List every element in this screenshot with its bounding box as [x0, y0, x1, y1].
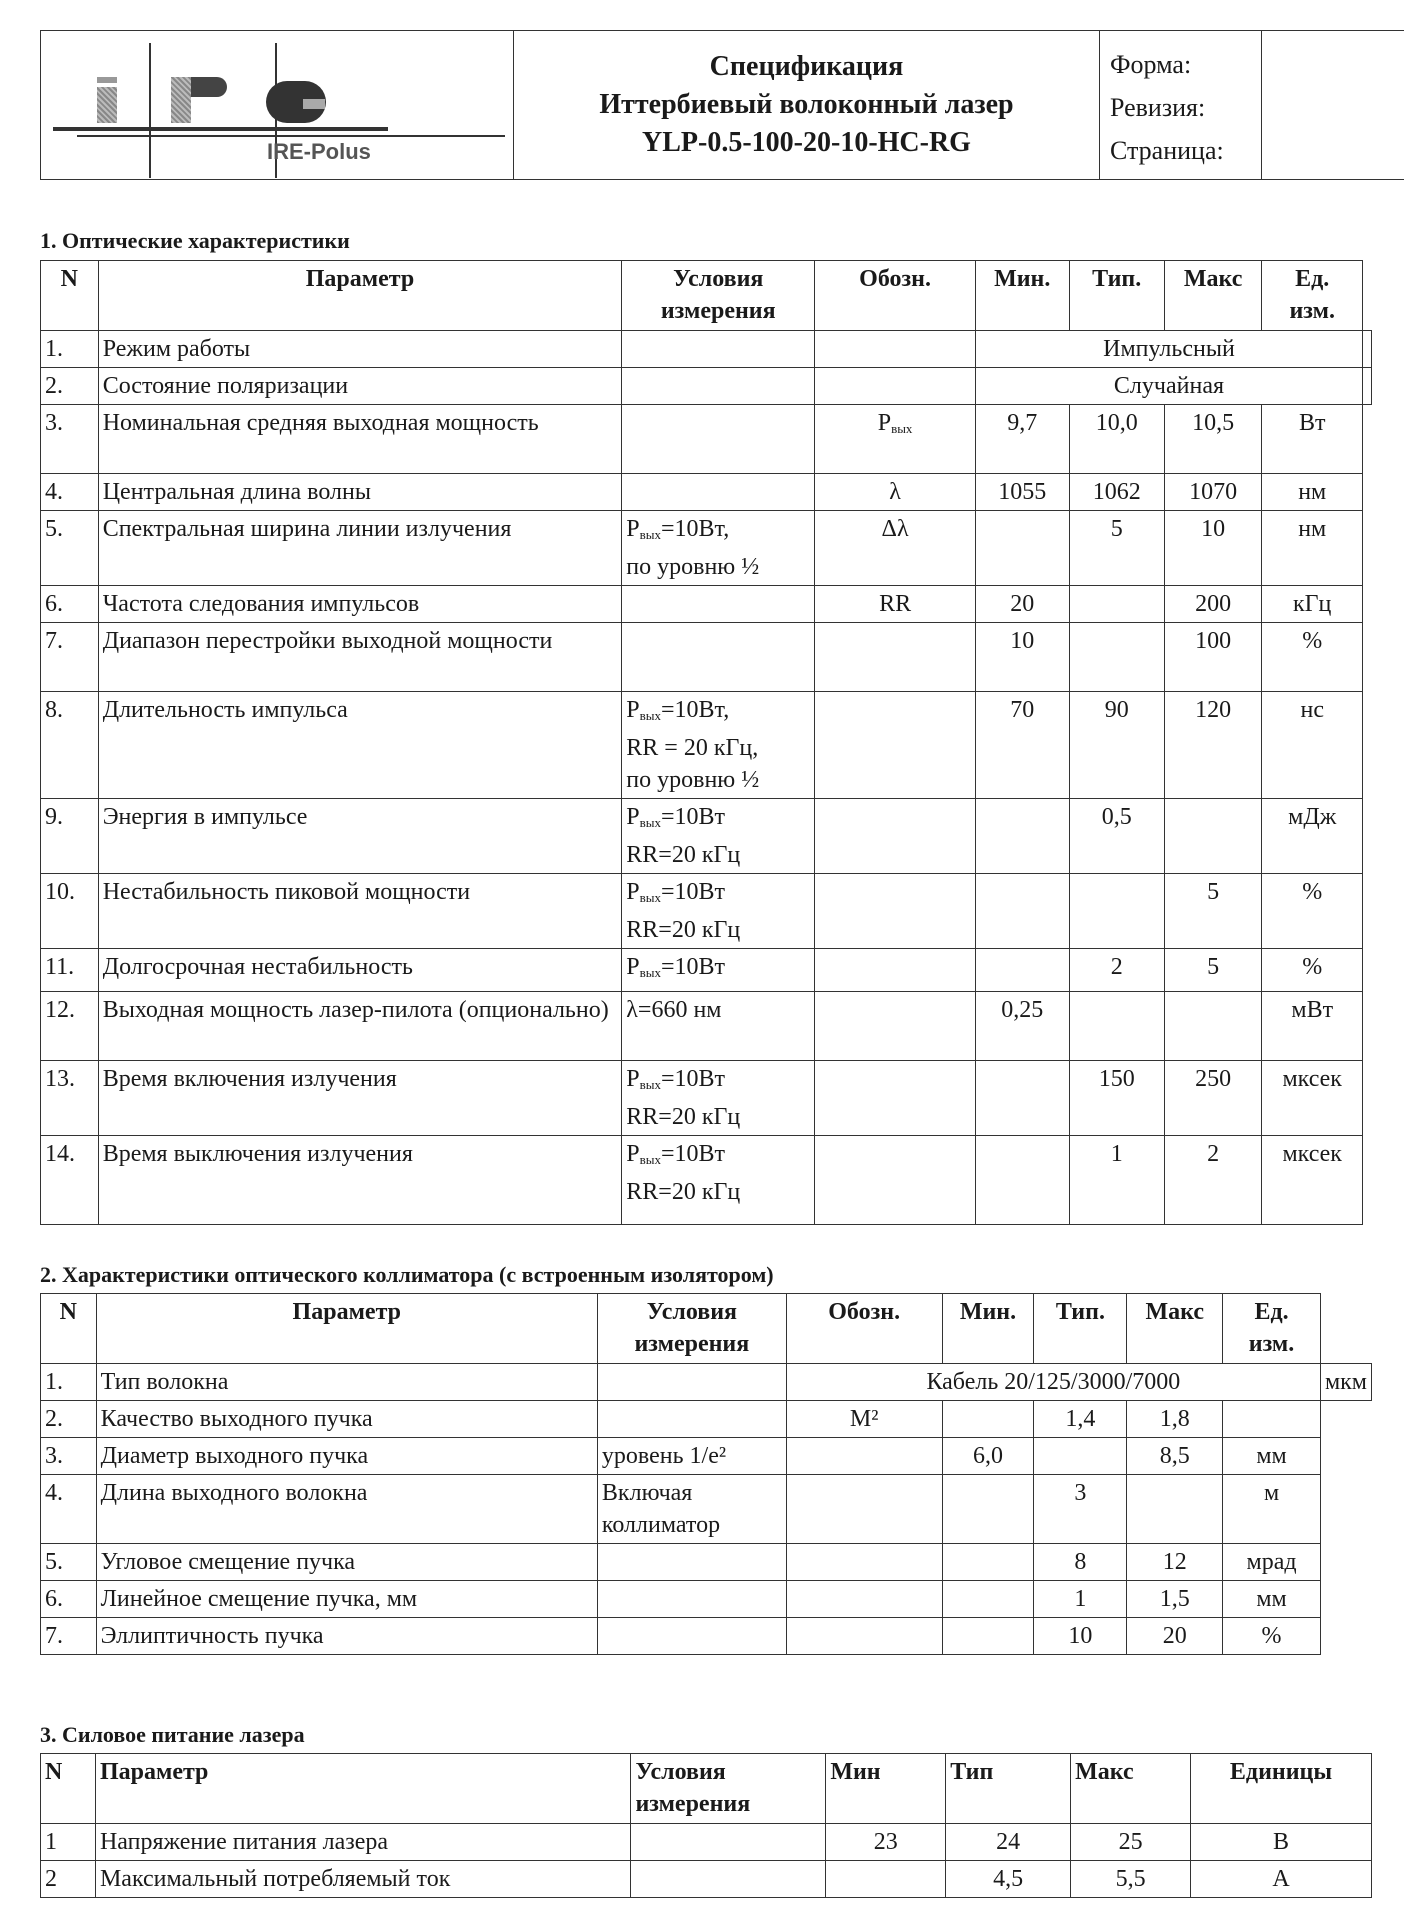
row-unit: мкм [1320, 1364, 1371, 1401]
row-unit: А [1191, 1861, 1372, 1898]
row-number: 11. [41, 949, 99, 992]
row-unit: мксек [1262, 1136, 1363, 1225]
row-typ: 10 [1034, 1618, 1127, 1655]
row-number: 1 [41, 1824, 96, 1861]
meta-values [1262, 31, 1404, 179]
row-typ: 1,4 [1034, 1401, 1127, 1438]
row-min: 9,7 [975, 405, 1069, 474]
row-typ: 3 [1034, 1475, 1127, 1544]
logo-p-icon [171, 77, 191, 123]
row-min: 20 [975, 586, 1069, 623]
row-symbol [815, 368, 976, 405]
table-row [41, 992, 1372, 1061]
row-unit: мрад [1223, 1544, 1321, 1581]
row-number: 10. [41, 874, 99, 949]
row-number: 2 [41, 1861, 96, 1898]
row-min: 10 [975, 623, 1069, 692]
revision-label: Ревизия: [1110, 93, 1206, 122]
row-symbol [786, 1475, 942, 1544]
row-parameter: Эллиптичность пучка [96, 1618, 597, 1655]
form-label: Форма: [1110, 50, 1192, 79]
row-unit [1363, 368, 1372, 405]
table-row [41, 623, 1372, 692]
row-typ: 0,5 [1069, 799, 1164, 874]
logo-rule [77, 135, 505, 137]
row-typ: 5 [1069, 511, 1164, 586]
meta-labels [1100, 31, 1262, 179]
col-min: Мин. [975, 261, 1069, 331]
table-row [41, 1824, 1372, 1861]
row-max: 2 [1164, 1136, 1262, 1225]
row-condition [622, 474, 815, 511]
row-unit: Вт [1262, 405, 1363, 474]
row-number: 3. [41, 1438, 97, 1475]
row-unit: % [1223, 1618, 1321, 1655]
row-condition: $P_{вых}=10Вт$, по уровню ½ [622, 511, 815, 586]
row-unit [1363, 331, 1372, 368]
row-condition [631, 1861, 826, 1898]
row-parameter: Длина выходного волокна [96, 1475, 597, 1544]
row-min [975, 1136, 1069, 1225]
row-min [975, 874, 1069, 949]
row-number: 6. [41, 1581, 97, 1618]
optical-characteristics-table [40, 260, 1372, 1225]
row-symbol: $P_{вых}$ [815, 405, 976, 474]
row-symbol [815, 799, 976, 874]
table-row [41, 1618, 1372, 1655]
row-max: 100 [1164, 623, 1262, 692]
table-row [41, 1136, 1372, 1225]
col-sym: Обозн. [815, 261, 976, 331]
row-max: 25 [1071, 1824, 1191, 1861]
row-symbol [786, 1581, 942, 1618]
table-row [41, 1861, 1372, 1898]
row-min [942, 1401, 1034, 1438]
row-span-value: Импульсный [975, 331, 1362, 368]
col-cond: Условия измерения [622, 261, 815, 331]
row-unit: % [1262, 874, 1363, 949]
row-symbol: λ [815, 474, 976, 511]
row-typ [1069, 874, 1164, 949]
row-symbol [815, 949, 976, 992]
row-min [942, 1544, 1034, 1581]
row-parameter: Линейное смещение пучка, мм [96, 1581, 597, 1618]
logo-g-icon [303, 99, 325, 109]
row-parameter: Время выключения излучения [98, 1136, 622, 1225]
row-unit: мм [1223, 1581, 1321, 1618]
col-max: Макс [1164, 261, 1262, 331]
row-symbol [815, 874, 976, 949]
col-param: Параметр [95, 1754, 630, 1824]
row-number: 2. [41, 1401, 97, 1438]
row-unit: мм [1223, 1438, 1321, 1475]
row-condition: $P_{вых}=10Вт$ RR=20 кГц [622, 1061, 815, 1136]
row-symbol: M² [786, 1401, 942, 1438]
table-header-row [41, 261, 1372, 331]
row-symbol [786, 1618, 942, 1655]
row-typ [1069, 992, 1164, 1061]
row-number: 4. [41, 474, 99, 511]
row-parameter: Напряжение питания лазера [95, 1824, 630, 1861]
row-min: 0,25 [975, 992, 1069, 1061]
row-condition [597, 1618, 786, 1655]
row-min: 6,0 [942, 1438, 1034, 1475]
row-symbol [815, 1136, 976, 1225]
row-condition [622, 623, 815, 692]
title-line: YLP-0.5-100-20-10-HC-RG [642, 127, 971, 158]
col-n: N [41, 1294, 97, 1364]
row-number: 6. [41, 586, 99, 623]
col-typ: Тип. [1034, 1294, 1127, 1364]
row-number: 5. [41, 1544, 97, 1581]
row-number: 7. [41, 623, 99, 692]
row-condition: $P_{вых}=10Вт$ RR=20 кГц [622, 1136, 815, 1225]
table-row [41, 511, 1372, 586]
row-unit: мВт [1262, 992, 1363, 1061]
row-typ: 24 [946, 1824, 1071, 1861]
collimator-table [40, 1293, 1372, 1655]
row-parameter: Диаметр выходного пучка [96, 1438, 597, 1475]
col-cond: Условия измерения [597, 1294, 786, 1364]
table-row [41, 474, 1372, 511]
logo-divider [149, 43, 151, 178]
row-symbol: Δλ [815, 511, 976, 586]
row-number: 13. [41, 1061, 99, 1136]
logo-i-icon [97, 87, 117, 123]
row-unit: мДж [1262, 799, 1363, 874]
row-condition [597, 1581, 786, 1618]
table-row [41, 368, 1372, 405]
power-supply-table [40, 1753, 1372, 1898]
row-condition: Включая коллиматор [597, 1475, 786, 1544]
table-row [41, 586, 1372, 623]
row-number: 9. [41, 799, 99, 874]
table-row [41, 799, 1372, 874]
document-title [514, 31, 1100, 179]
row-min: 23 [826, 1824, 946, 1861]
row-number: 12. [41, 992, 99, 1061]
row-min [975, 511, 1069, 586]
table-row [41, 331, 1372, 368]
row-unit: % [1262, 949, 1363, 992]
table-row [41, 692, 1372, 799]
col-typ: Тип [946, 1754, 1071, 1824]
logo-text: IRE-Polus [267, 139, 371, 164]
row-condition [597, 1364, 786, 1401]
section-title: 3. Силовое питание лазера [40, 1722, 305, 1747]
document-header [40, 30, 1404, 180]
col-typ: Тип. [1069, 261, 1164, 331]
row-max: 5 [1164, 874, 1262, 949]
row-min [826, 1861, 946, 1898]
row-parameter: Угловое смещение пучка [96, 1544, 597, 1581]
row-parameter: Частота следования импульсов [98, 586, 622, 623]
row-parameter: Спектральная ширина линии излучения [98, 511, 622, 586]
col-unit: Единицы [1191, 1754, 1372, 1824]
col-n: N [41, 261, 99, 331]
row-max: 10 [1164, 511, 1262, 586]
row-typ: 2 [1069, 949, 1164, 992]
col-sym: Обозн. [786, 1294, 942, 1364]
col-min: Мин [826, 1754, 946, 1824]
col-min: Мин. [942, 1294, 1034, 1364]
row-number: 8. [41, 692, 99, 799]
row-max: 20 [1127, 1618, 1223, 1655]
row-number: 5. [41, 511, 99, 586]
title-line: Иттербиевый волоконный лазер [599, 89, 1014, 120]
row-min [942, 1475, 1034, 1544]
row-parameter: Нестабильность пиковой мощности [98, 874, 622, 949]
row-parameter: Диапазон перестройки выходной мощности [98, 623, 622, 692]
row-condition: $P_{вых}=10Вт$ RR=20 кГц [622, 874, 815, 949]
row-condition: уровень 1/e² [597, 1438, 786, 1475]
logo-i-icon [97, 77, 117, 83]
col-cond: Условия измерения [631, 1754, 826, 1824]
row-min [975, 799, 1069, 874]
row-symbol [815, 992, 976, 1061]
row-condition [597, 1401, 786, 1438]
logo [41, 31, 514, 179]
table-row [41, 1581, 1372, 1618]
title-line: Спецификация [709, 51, 904, 82]
row-condition: $P_{вых}=10Вт$, RR = 20 кГц, по уровню ½ [622, 692, 815, 799]
row-max: 12 [1127, 1544, 1223, 1581]
table-row [41, 1061, 1372, 1136]
table-row [41, 874, 1372, 949]
row-typ: 1 [1069, 1136, 1164, 1225]
row-unit: % [1262, 623, 1363, 692]
row-condition [631, 1824, 826, 1861]
section-title: 1. Оптические характеристики [40, 228, 350, 253]
row-symbol [786, 1438, 942, 1475]
row-min: 70 [975, 692, 1069, 799]
col-max: Макс [1071, 1754, 1191, 1824]
row-typ: 4,5 [946, 1861, 1071, 1898]
col-param: Параметр [96, 1294, 597, 1364]
col-unit: Ед. изм. [1223, 1294, 1321, 1364]
table-header-row [41, 1754, 1372, 1824]
row-parameter: Качество выходного пучка [96, 1401, 597, 1438]
row-max: 5 [1164, 949, 1262, 992]
row-number: 7. [41, 1618, 97, 1655]
row-typ [1069, 586, 1164, 623]
row-symbol [815, 331, 976, 368]
row-number: 1. [41, 1364, 97, 1401]
row-min [942, 1581, 1034, 1618]
col-unit: Ед. изм. [1262, 261, 1363, 331]
row-typ [1069, 623, 1164, 692]
row-span-value: Кабель 20/125/3000/7000 [786, 1364, 1320, 1401]
row-condition [622, 368, 815, 405]
col-param: Параметр [98, 261, 622, 331]
table-row [41, 1475, 1372, 1544]
row-typ: 8 [1034, 1544, 1127, 1581]
row-condition [597, 1544, 786, 1581]
row-number: 14. [41, 1136, 99, 1225]
row-max: 1,5 [1127, 1581, 1223, 1618]
row-typ: 1 [1034, 1581, 1127, 1618]
row-condition: $P_{вых}=10Вт$ RR=20 кГц [622, 799, 815, 874]
row-typ: 10,0 [1069, 405, 1164, 474]
row-parameter: Режим работы [98, 331, 622, 368]
row-min: 1055 [975, 474, 1069, 511]
row-unit [1223, 1401, 1321, 1438]
row-parameter: Длительность импульса [98, 692, 622, 799]
row-condition [622, 405, 815, 474]
col-max: Макс [1127, 1294, 1223, 1364]
row-symbol [815, 623, 976, 692]
row-number: 4. [41, 1475, 97, 1544]
row-condition: λ=660 нм [622, 992, 815, 1061]
row-number: 3. [41, 405, 99, 474]
row-condition [622, 331, 815, 368]
row-symbol [815, 1061, 976, 1136]
row-max: 8,5 [1127, 1438, 1223, 1475]
row-symbol: RR [815, 586, 976, 623]
table-row [41, 1544, 1372, 1581]
row-parameter: Выходная мощность лазер-пилота (опционально) [98, 992, 622, 1061]
table-row [41, 1438, 1372, 1475]
row-min [975, 1061, 1069, 1136]
row-symbol [786, 1544, 942, 1581]
table-header-row [41, 1294, 1372, 1364]
row-parameter: Максимальный потребляемый ток [95, 1861, 630, 1898]
row-span-value: Случайная [975, 368, 1362, 405]
row-number: 2. [41, 368, 99, 405]
row-unit: нс [1262, 692, 1363, 799]
row-parameter: Центральная длина волны [98, 474, 622, 511]
row-unit: м [1223, 1475, 1321, 1544]
row-condition: $P_{вых}=10Вт$ [622, 949, 815, 992]
section-title: 2. Характеристики оптического коллиматора (с встроенным изолятором) [40, 1262, 774, 1287]
row-max: 1070 [1164, 474, 1262, 511]
row-parameter: Энергия в импульсе [98, 799, 622, 874]
logo-rule [53, 127, 388, 131]
table-row [41, 405, 1372, 474]
row-max [1127, 1475, 1223, 1544]
row-typ [1034, 1438, 1127, 1475]
row-min [942, 1618, 1034, 1655]
row-symbol [815, 692, 976, 799]
row-max [1164, 799, 1262, 874]
row-min [975, 949, 1069, 992]
row-max: 200 [1164, 586, 1262, 623]
table-row [41, 949, 1372, 992]
row-max: 1,8 [1127, 1401, 1223, 1438]
row-typ: 1062 [1069, 474, 1164, 511]
row-number: 1. [41, 331, 99, 368]
row-parameter: Тип волокна [96, 1364, 597, 1401]
row-parameter: Состояние поляризации [98, 368, 622, 405]
row-parameter: Долгосрочная нестабильность [98, 949, 622, 992]
row-unit: нм [1262, 511, 1363, 586]
row-max: 5,5 [1071, 1861, 1191, 1898]
row-parameter: Номинальная средняя выходная мощность [98, 405, 622, 474]
row-unit: кГц [1262, 586, 1363, 623]
row-typ: 90 [1069, 692, 1164, 799]
row-unit: В [1191, 1824, 1372, 1861]
row-max [1164, 992, 1262, 1061]
table-row [41, 1364, 1372, 1401]
row-unit: мксек [1262, 1061, 1363, 1136]
table-row [41, 1401, 1372, 1438]
col-n: N [41, 1754, 96, 1824]
row-max: 250 [1164, 1061, 1262, 1136]
row-unit: нм [1262, 474, 1363, 511]
page-label: Страница: [1110, 136, 1224, 165]
row-typ: 150 [1069, 1061, 1164, 1136]
row-condition [622, 586, 815, 623]
row-parameter: Время включения излучения [98, 1061, 622, 1136]
row-max: 10,5 [1164, 405, 1262, 474]
row-max: 120 [1164, 692, 1262, 799]
